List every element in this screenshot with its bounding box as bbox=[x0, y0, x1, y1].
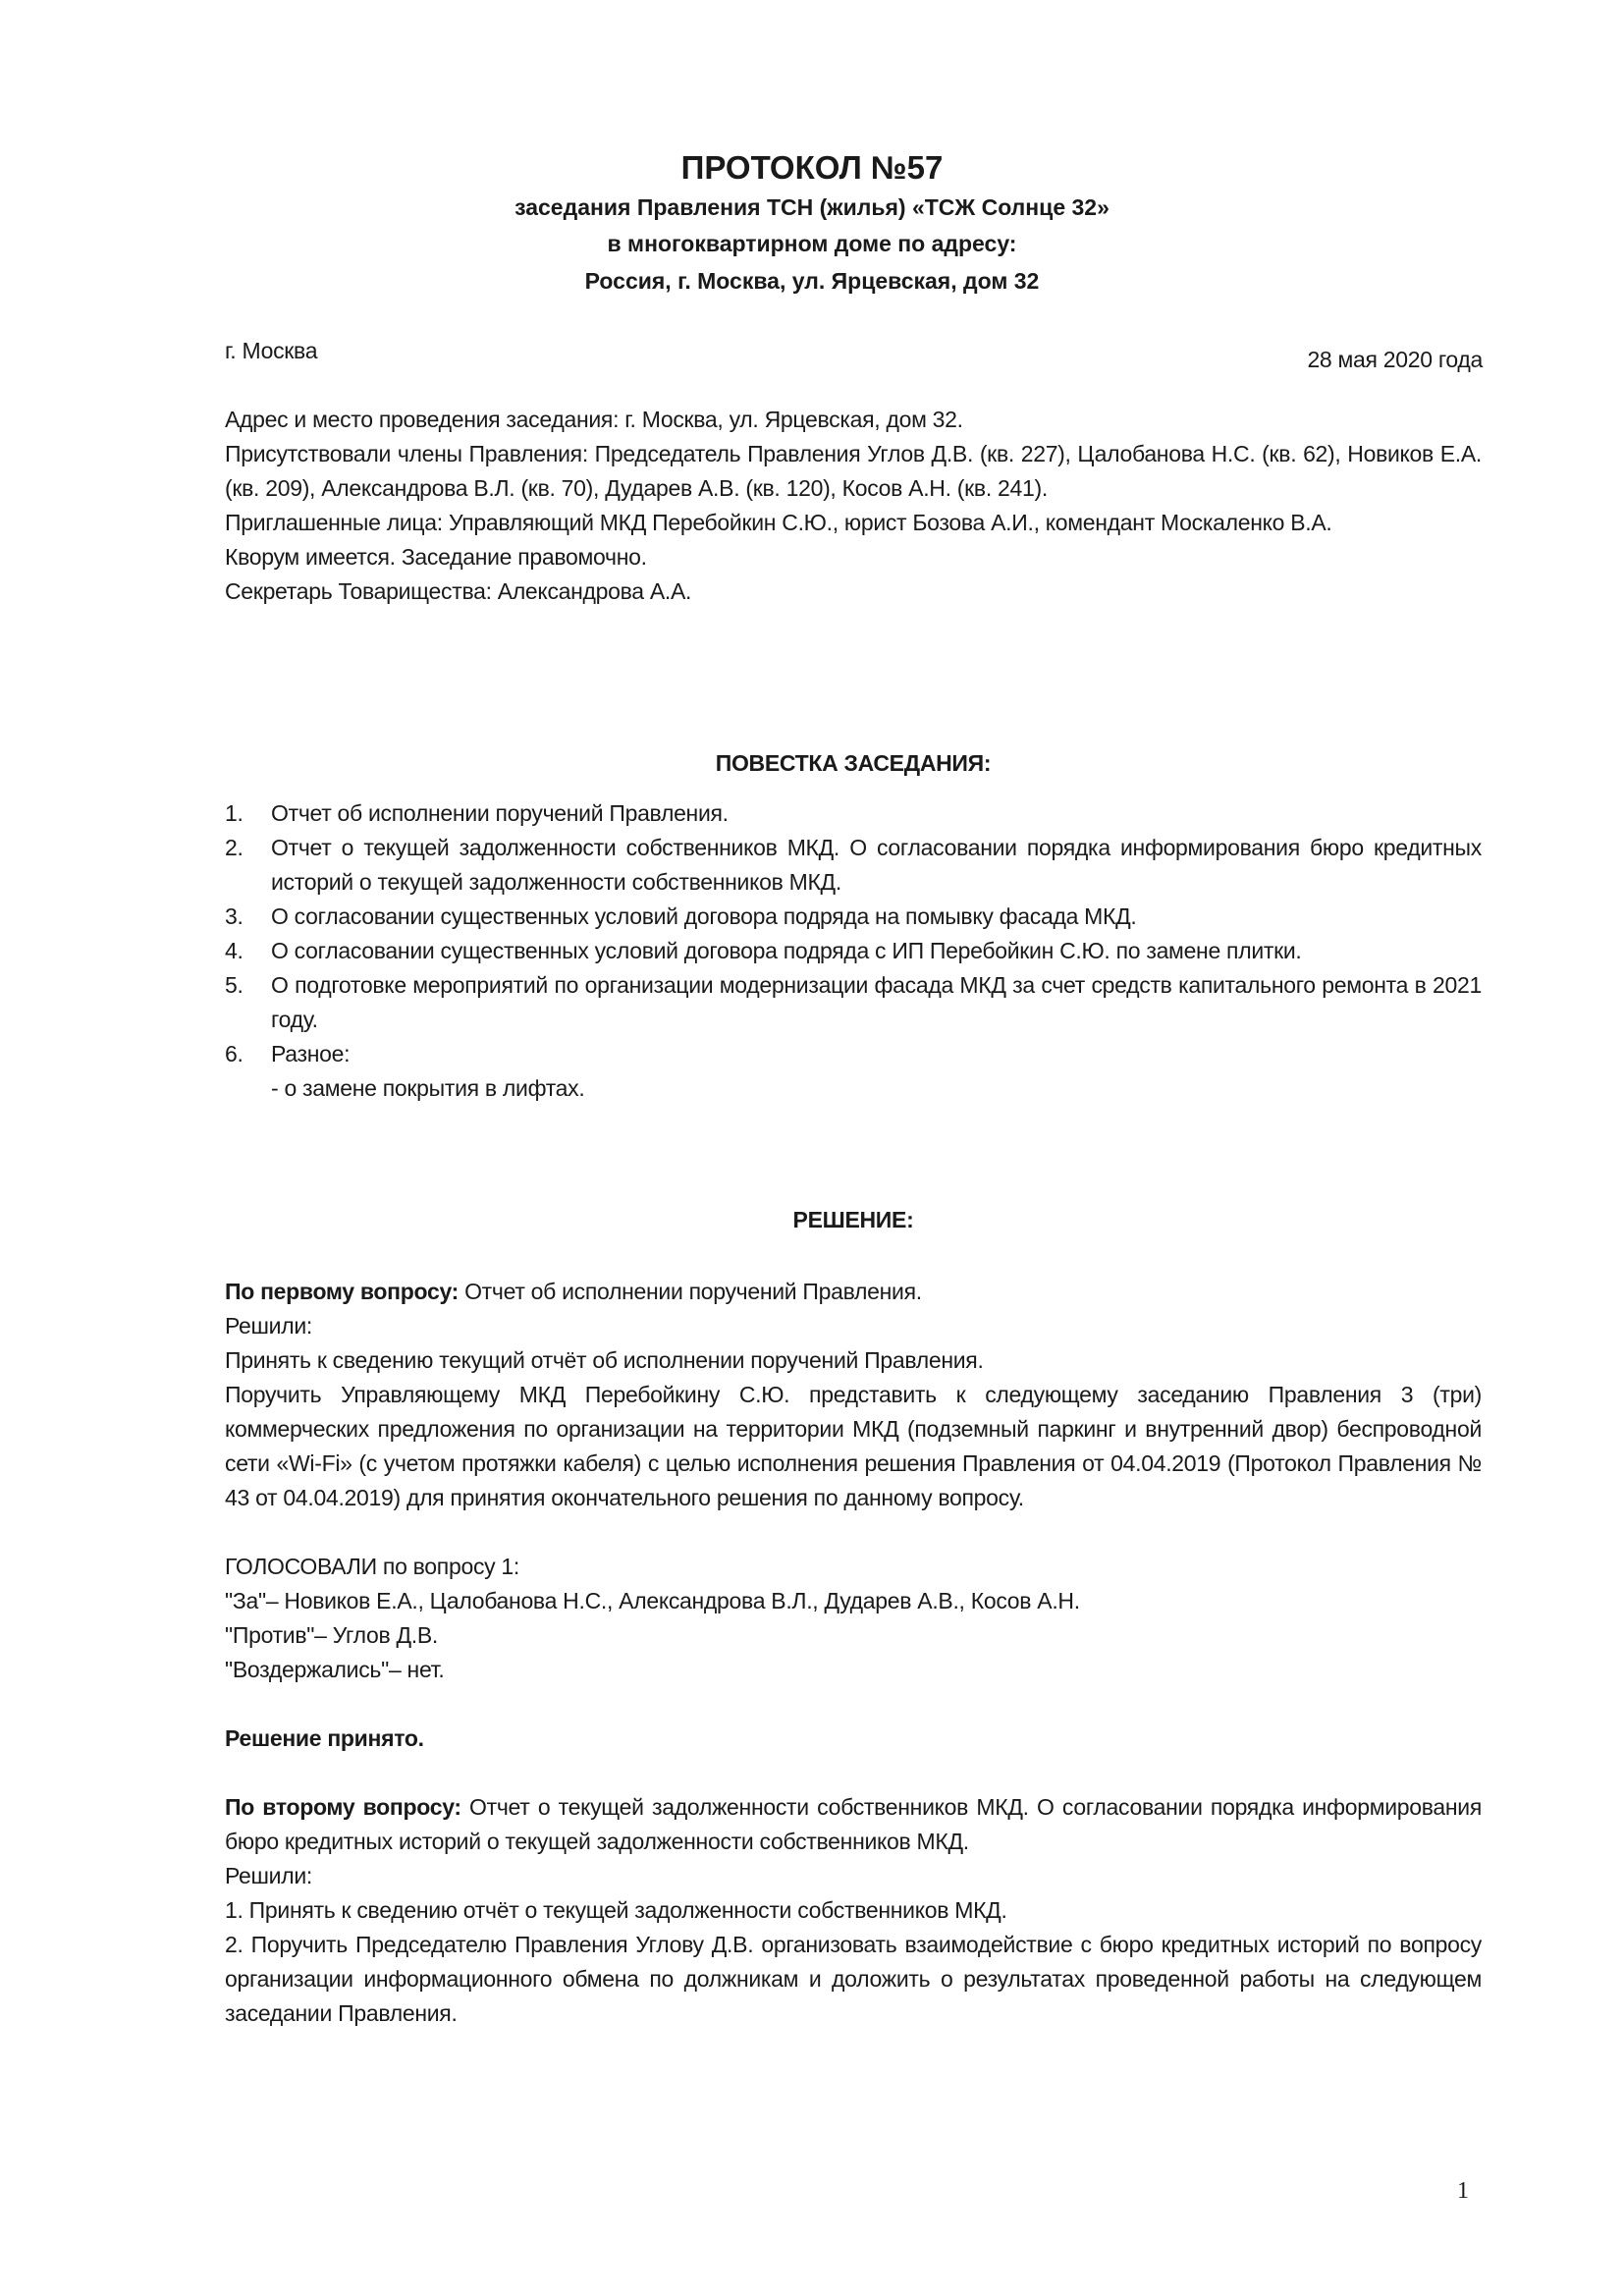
resolution-1: 1. Принять к сведению отчёт о текущей задолженности собственников МКД. bbox=[225, 1897, 1007, 1923]
vote-heading: ГОЛОСОВАЛИ по вопросу 1: bbox=[225, 1554, 520, 1579]
item-text: О согласовании существенных условий договора подряда на помывку фасада МКД. bbox=[271, 903, 1137, 929]
item-number: 6. bbox=[225, 1041, 244, 1066]
date: 28 мая 2020 года bbox=[1307, 347, 1483, 372]
item-text: - о замене покрытия в лифтах. bbox=[271, 1075, 585, 1101]
question-text: Отчет об исполнении поручений Правления. bbox=[459, 1279, 922, 1304]
decision-result: Решение принято. bbox=[225, 1725, 424, 1751]
subtitle-1: заседания Правления ТСН (жилья) «ТСЖ Солнце 32» bbox=[514, 194, 1110, 220]
city: г. Москва bbox=[225, 338, 318, 363]
item-text: Разное: bbox=[271, 1041, 351, 1066]
invited: Приглашенные лица: Управляющий МКД Перебойкин С.Ю., юрист Бозова А.И., комендант Москаленко В.А. bbox=[225, 510, 1332, 535]
question-text: Отчет о текущей задолженности собственников МКД. О согласовании порядка информирования бюро кредитных историй о текущей задолженности собственников МКД. bbox=[225, 1794, 1482, 1854]
vote-abstain: "Воздержались"– нет. bbox=[225, 1657, 445, 1682]
agenda-subitem bbox=[225, 1071, 1482, 1106]
agenda-item bbox=[225, 900, 1482, 934]
vote-against: "Против"– Углов Д.В. bbox=[225, 1622, 438, 1648]
resolved-label: Решили: bbox=[225, 1313, 312, 1339]
secretary: Секретарь Товарищества: Александрова А.А. bbox=[225, 578, 692, 604]
agenda-section bbox=[225, 746, 1482, 1106]
agenda-item bbox=[225, 1037, 1482, 1071]
subtitle-2: в многоквартирном доме по адресу: bbox=[607, 231, 1017, 256]
item-number: 5. bbox=[225, 972, 244, 998]
item-number: 3. bbox=[225, 903, 244, 929]
resolution-2: Поручить Управляющему МКД Перебойкину С.Ю. представить к следующему заседанию Правления 3 (три) коммерческих предложения по организации на территории МКД (подземный паркинг и внутренний двор) беспроводной сети «Wi-Fi» (с учетом протяжки кабеля) с целью исполнения решения Правления от 04.04.2019 (Протокол Правления № 43 от 04.04.2019) для принятия окончательного решения по данному вопросу. bbox=[225, 1382, 1482, 1510]
question-label: По первому вопросу: bbox=[225, 1279, 459, 1304]
vote-for: "За"– Новиков Е.А., Цалобанова Н.С., Александрова В.Л., Дударев А.В., Косов А.Н. bbox=[225, 1588, 1080, 1613]
attendees: Присутствовали члены Правления: Председатель Правления Углов Д.В. (кв. 227), Цалобанова Н.С. (кв. 62), Новиков Е.А. (кв. 209), Александрова В.Л. (кв. 70), Дударев А.В. (кв. 120), Косов А.Н. (кв. 241). bbox=[225, 441, 1482, 501]
item-text: Отчет о текущей задолженности собственников МКД. О согласовании порядка информирования бюро кредитных историй о текущей задолженности собственников МКД. bbox=[271, 835, 1482, 895]
agenda-heading: ПОВЕСТКА ЗАСЕДАНИЯ: bbox=[715, 750, 992, 776]
subtitle-3: Россия, г. Москва, ул. Ярцевская, дом 32 bbox=[584, 268, 1040, 294]
agenda-item bbox=[225, 796, 1482, 831]
question-1 bbox=[225, 1275, 1482, 1309]
quorum: Кворум имеется. Заседание правомочно. bbox=[225, 544, 647, 570]
document-title: ПРОТОКОЛ №57 bbox=[680, 149, 944, 186]
resolution-1: Принять к сведению текущий отчёт об исполнении поручений Правления. bbox=[225, 1347, 984, 1373]
item-number: 2. bbox=[225, 835, 244, 860]
resolved-label: Решили: bbox=[225, 1863, 312, 1888]
item-number: 4. bbox=[225, 938, 244, 963]
agenda-item bbox=[225, 934, 1482, 968]
question-label: По второму вопросу: bbox=[225, 1794, 461, 1820]
resolution-2: 2. Поручить Председателю Правления Углову Д.В. организовать взаимодействие с бюро кредитных историй по вопросу организации информационного обмена по должникам и доложить о результатах проведенной работы на следующем заседании Правления. bbox=[225, 1932, 1482, 2026]
meeting-address: Адрес и место проведения заседания: г. Москва, ул. Ярцевская, дом 32. bbox=[225, 407, 963, 432]
agenda-item bbox=[225, 968, 1482, 1037]
decision-section bbox=[225, 1203, 1482, 2031]
item-number: 1. bbox=[225, 800, 244, 826]
decision-heading: РЕШЕНИЕ: bbox=[792, 1207, 914, 1232]
intro-section bbox=[225, 403, 1482, 609]
item-text: О подготовке мероприятий по организации модернизации фасада МКД за счет средств капитального ремонта в 2021 году. bbox=[271, 972, 1482, 1032]
agenda-list bbox=[225, 796, 1482, 1106]
question-2 bbox=[225, 1790, 1482, 1859]
page-number: 1 bbox=[1457, 2178, 1469, 2204]
item-text: Отчет об исполнении поручений Правления. bbox=[271, 800, 729, 826]
agenda-item bbox=[225, 831, 1482, 900]
item-text: О согласовании существенных условий договора подряда с ИП Перебойкин С.Ю. по замене плитки. bbox=[271, 938, 1302, 963]
